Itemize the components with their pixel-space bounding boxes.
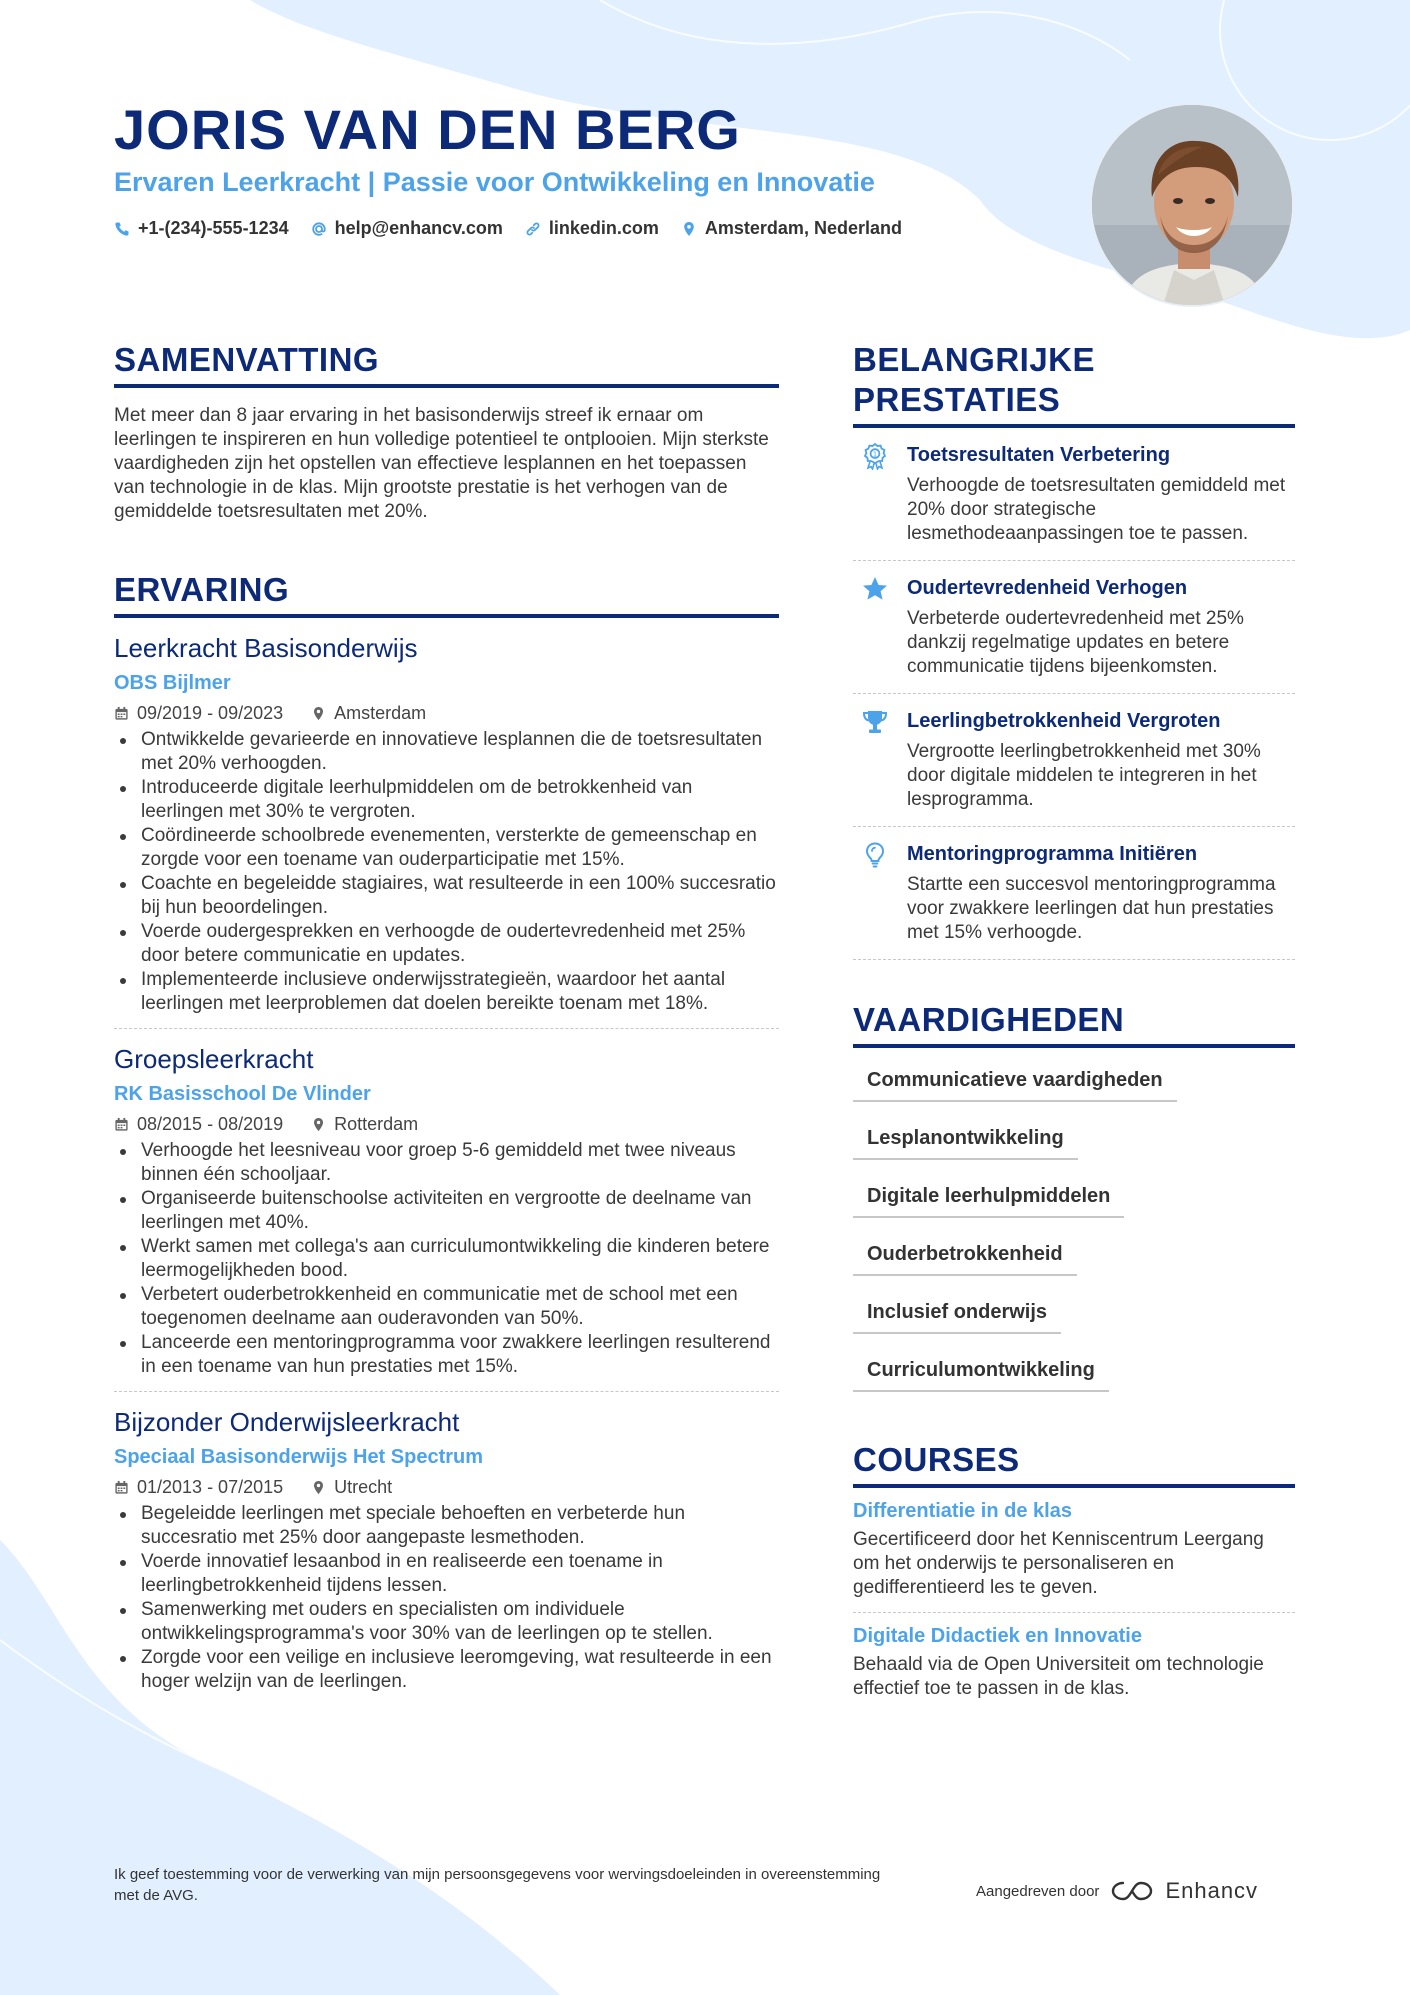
skill-tag: Ouderbetrokkenheid bbox=[853, 1236, 1077, 1276]
experience-entry bbox=[114, 1406, 779, 1694]
achievement-body bbox=[907, 708, 1295, 812]
skill-tag: Inclusief onderwijs bbox=[853, 1294, 1061, 1334]
contact-location-text: Amsterdam, Nederland bbox=[704, 218, 902, 238]
award-icon bbox=[861, 442, 889, 470]
job-bullet: Ontwikkelde gevarieerde en innovatieve lesplannen die de toetsresultaten met 20% verhoogden. bbox=[114, 728, 779, 776]
job-bullet: Organiseerde buitenschoolse activiteiten en vergrootte de deelname van leerlingen met 40%. bbox=[114, 1187, 779, 1235]
experience-entry bbox=[114, 1043, 779, 1379]
job-dates-text: 08/2015 - 08/2019 bbox=[137, 1114, 284, 1134]
achievements-heading: BELANGRIJKE PRESTATIES bbox=[853, 340, 1295, 428]
contact-email-text: help@enhancv.com bbox=[334, 218, 503, 238]
job-title: Leerkracht Basisonderwijs bbox=[114, 633, 418, 663]
achievement-title: Mentoringprogramma Initiëren bbox=[907, 843, 1198, 865]
job-bullet: Lanceerde een mentoringprogramma voor zwakkere leerlingen resulterend in een toename van hun prestaties met 15%. bbox=[114, 1331, 779, 1379]
job-bullet: Verbetert ouderbetrokkenheid en communicatie met de school met een toegenomen deelname aan ouderavonden van 50%. bbox=[114, 1283, 779, 1331]
course-item bbox=[853, 1488, 1295, 1613]
job-dates bbox=[114, 1476, 283, 1498]
right-column bbox=[853, 340, 1295, 1713]
achievement-text: Verbeterde oudertevredenheid met 25% dankzij regelmatige updates en betere communicatie tijdens bijeenkomsten. bbox=[907, 608, 1244, 677]
lightbulb-icon bbox=[861, 841, 889, 869]
achievement-title: Oudertevredenheid Verhogen bbox=[907, 577, 1188, 599]
link-icon bbox=[525, 221, 541, 237]
job-company: OBS Bijlmer bbox=[114, 672, 231, 694]
job-bullet: Voerde innovatief lesaanbod in en realiseerde een toename in leerlingbetrokkenheid tijdens lessen. bbox=[114, 1550, 779, 1598]
divider bbox=[114, 1391, 779, 1392]
profile-photo-illustration bbox=[1092, 105, 1294, 307]
location-icon bbox=[681, 221, 697, 237]
job-meta bbox=[114, 1476, 779, 1498]
skill-tag: Curriculumontwikkeling bbox=[853, 1352, 1109, 1392]
job-location-text: Rotterdam bbox=[334, 1114, 419, 1134]
job-dates-text: 09/2019 - 09/2023 bbox=[137, 703, 284, 723]
contact-linkedin[interactable] bbox=[525, 218, 659, 239]
star-icon bbox=[861, 575, 889, 603]
job-location bbox=[311, 1476, 392, 1498]
achievement-title: Toetsresultaten Verbetering bbox=[907, 444, 1171, 466]
enhancv-logo-icon bbox=[1109, 1878, 1155, 1904]
profile-photo bbox=[1090, 103, 1294, 307]
achievement-item bbox=[853, 694, 1295, 827]
trophy-icon bbox=[861, 708, 889, 736]
divider bbox=[114, 1028, 779, 1029]
skills-heading: VAARDIGHEDEN bbox=[853, 1000, 1295, 1048]
job-bullet: Zorgde voor een veilige en inclusieve leeromgeving, wat resulteerde in een hoger welzijn van de leerlingen. bbox=[114, 1646, 779, 1694]
contact-email[interactable] bbox=[311, 218, 503, 239]
achievement-item bbox=[853, 561, 1295, 694]
job-bullets bbox=[114, 1139, 779, 1379]
calendar-icon bbox=[114, 1117, 129, 1132]
skill-tag: Digitale leerhulpmiddelen bbox=[853, 1178, 1124, 1218]
experience-entry bbox=[114, 632, 779, 1016]
achievement-title: Leerlingbetrokkenheid Vergroten bbox=[907, 710, 1221, 732]
achievement-text: Vergrootte leerlingbetrokkenheid met 30% door digitale middelen te integreren in het lesprogramma. bbox=[907, 741, 1261, 810]
contact-location bbox=[681, 218, 902, 239]
course-text: Gecertificeerd door het Kenniscentrum Leergang om het onderwijs te personaliseren en gedifferentieerd les te geven. bbox=[853, 1529, 1264, 1598]
job-bullets bbox=[114, 728, 779, 1016]
skill-tag: Lesplanontwikkeling bbox=[853, 1120, 1078, 1160]
contact-linkedin-text: linkedin.com bbox=[548, 218, 659, 238]
location-icon bbox=[311, 1117, 326, 1132]
job-bullet: Coachte en begeleidde stagiaires, wat resulteerde in een 100% succesratio bij hun beoordelingen. bbox=[114, 872, 779, 920]
location-icon bbox=[311, 706, 326, 721]
enhancv-brand: Enhancv bbox=[1165, 1878, 1259, 1903]
powered-by-text: Aangedreven door bbox=[976, 1882, 1100, 1900]
left-column bbox=[114, 340, 779, 1694]
powered-by[interactable] bbox=[976, 1878, 1258, 1904]
job-dates bbox=[114, 1113, 283, 1135]
skill-tag: Communicatieve vaardigheden bbox=[853, 1062, 1177, 1102]
job-bullet: Werkt samen met collega's aan curriculumontwikkeling die kinderen betere leermogelijkheden bood. bbox=[114, 1235, 779, 1283]
course-title: Differentiatie in de klas bbox=[853, 1500, 1072, 1522]
achievement-text: Startte een succesvol mentoringprogramma voor zwakkere leerlingen dat hun prestaties met 15% verhoogde. bbox=[907, 874, 1276, 943]
at-icon bbox=[311, 221, 327, 237]
job-bullet: Implementeerde inclusieve onderwijsstrategieën, waardoor het aantal leerlingen met leerproblemen dat doelen bereikte toenam met 18%. bbox=[114, 968, 779, 1016]
job-company: Speciaal Basisonderwijs Het Spectrum bbox=[114, 1446, 484, 1468]
job-dates-text: 01/2013 - 07/2015 bbox=[137, 1477, 284, 1497]
courses-heading: COURSES bbox=[853, 1440, 1295, 1488]
job-title: Bijzonder Onderwijsleerkracht bbox=[114, 1407, 460, 1437]
job-title: Groepsleerkracht bbox=[114, 1044, 314, 1074]
summary-text: Met meer dan 8 jaar ervaring in het basisonderwijs streef ik ernaar om leerlingen te inspireren en hun volledige potentieel te ontplooien. Mijn sterkste vaardigheden zijn het opstellen van effectieve lesplannen en het toepassen van technologie in de klas. Mijn grootste prestatie is het verhogen van de gemiddelde toetsresultaten met 20%. bbox=[114, 405, 769, 522]
job-dates bbox=[114, 702, 283, 724]
contact-phone[interactable] bbox=[114, 218, 289, 239]
calendar-icon bbox=[114, 706, 129, 721]
course-title: Digitale Didactiek en Innovatie bbox=[853, 1625, 1142, 1647]
location-icon bbox=[311, 1480, 326, 1495]
contact-phone-text: +1-(234)-555-1234 bbox=[138, 218, 289, 238]
job-bullet: Begeleidde leerlingen met speciale behoeften en verbeterde hun succesratio met 25% door aangepaste lesmethoden. bbox=[114, 1502, 779, 1550]
candidate-headline: Ervaren Leerkracht | Passie voor Ontwikkeling en Innovatie bbox=[114, 167, 875, 197]
course-text: Behaald via de Open Universiteit om technologie effectief toe te passen in de klas. bbox=[853, 1654, 1264, 1699]
summary-heading: SAMENVATTING bbox=[114, 340, 779, 388]
svg-text:1: 1 bbox=[872, 450, 878, 459]
job-meta bbox=[114, 1113, 779, 1135]
experience-heading: ERVARING bbox=[114, 570, 779, 618]
phone-icon bbox=[114, 221, 130, 237]
course-item bbox=[853, 1613, 1295, 1713]
job-bullet: Introduceerde digitale leerhulpmiddelen om de betrokkenheid van leerlingen met 30% te vergroten. bbox=[114, 776, 779, 824]
job-location-text: Amsterdam bbox=[334, 703, 427, 723]
achievement-body bbox=[907, 841, 1295, 945]
job-bullet: Coördineerde schoolbrede evenementen, versterkte de gemeenschap en zorgde voor een toename van ouderparticipatie met 15%. bbox=[114, 824, 779, 872]
job-meta bbox=[114, 702, 779, 724]
job-bullet: Voerde oudergesprekken en verhoogde de oudertevredenheid met 25% door betere communicatie en updates. bbox=[114, 920, 779, 968]
calendar-icon bbox=[114, 1480, 129, 1495]
candidate-name: JORIS VAN DEN BERG bbox=[114, 98, 741, 161]
job-bullet: Samenwerking met ouders en specialisten om individuele ontwikkelingsprogramma's voor 30% van de leerlingen op te stellen. bbox=[114, 1598, 779, 1646]
contact-bar bbox=[114, 218, 902, 239]
job-location bbox=[311, 702, 426, 724]
achievement-text: Verhoogde de toetsresultaten gemiddeld met 20% door strategische lesmethodeaanpassingen toe te passen. bbox=[907, 475, 1286, 544]
job-location-text: Utrecht bbox=[334, 1477, 393, 1497]
achievement-body bbox=[907, 442, 1295, 546]
job-company: RK Basisschool De Vlinder bbox=[114, 1083, 371, 1105]
achievement-body bbox=[907, 575, 1295, 679]
skills-list bbox=[853, 1062, 1295, 1410]
job-bullets bbox=[114, 1502, 779, 1694]
consent-footer: Ik geef toestemming voor de verwerking van mijn persoonsgegevens voor wervingsdoeleinden in overeenstemming met de AVG. bbox=[114, 1866, 881, 1904]
job-bullet: Verhoogde het leesniveau voor groep 5-6 gemiddeld met twee niveaus binnen één schooljaar. bbox=[114, 1139, 779, 1187]
achievement-item bbox=[853, 428, 1295, 561]
job-location bbox=[311, 1113, 418, 1135]
achievement-item bbox=[853, 827, 1295, 960]
